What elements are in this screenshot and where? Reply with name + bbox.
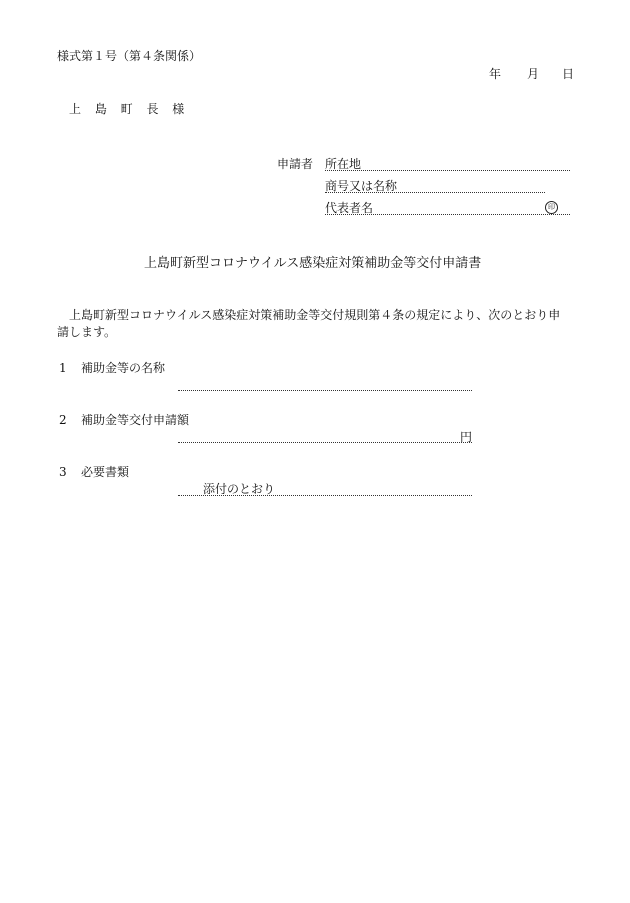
yen-unit: 円 [460,430,473,444]
body-line-2: 請します。 [57,325,117,339]
date-year-label: 年 [489,67,502,81]
required-documents-field[interactable] [178,495,472,496]
address-label: 所在地 [325,157,362,171]
item-number: 3 [59,465,67,479]
business-name-field[interactable] [325,192,545,193]
item-label: 必要書類 [81,465,130,479]
business-name-label: 商号又は名称 [325,179,398,193]
item-number: 2 [59,413,67,427]
address-field[interactable] [325,170,570,171]
form-number: 様式第１号（第４条関係） [57,49,202,63]
representative-label: 代表者名 [325,201,374,215]
seal-icon: 印 [545,201,558,214]
representative-field[interactable] [325,214,570,215]
date-day-label: 日 [562,67,575,81]
item-label: 補助金等の名称 [81,361,166,375]
required-documents-value: 添付のとおり [203,482,276,496]
item-label: 補助金等交付申請額 [81,413,190,427]
item-number: 1 [59,361,67,375]
document-title: 上島町新型コロナウイルス感染症対策補助金等交付申請書 [144,256,482,271]
addressee: 上 島 町 長 様 [69,102,187,116]
application-amount-field[interactable] [178,442,472,443]
date-month-label: 月 [527,67,540,81]
subsidy-name-field[interactable] [178,390,472,391]
body-line-1: 上島町新型コロナウイルス感染症対策補助金等交付規則第４条の規定により、次のとおり申 [69,308,561,322]
applicant-label: 申請者 [277,157,314,171]
